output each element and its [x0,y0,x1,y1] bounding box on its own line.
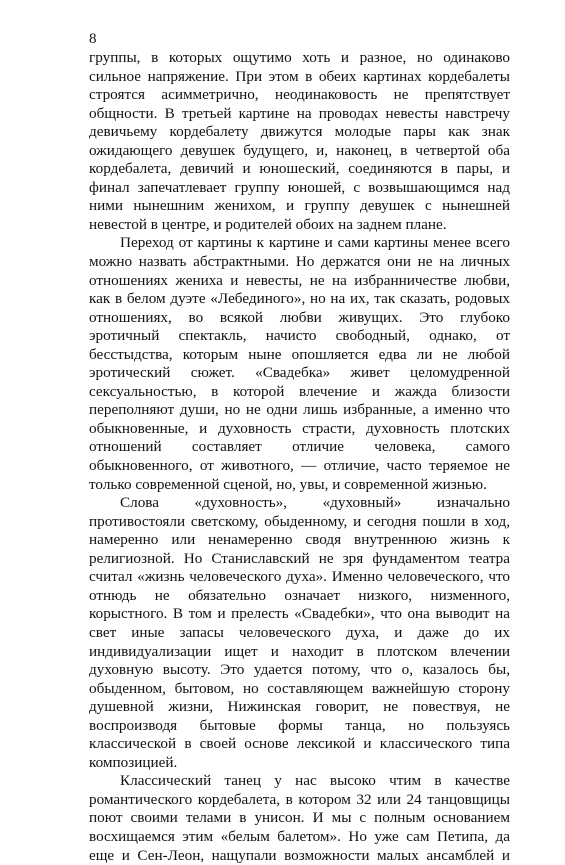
text-line: можно назвать абстрактными. Но держатся они не на личных [89,253,510,271]
text-line: религиозной. Но Станиславский не зря фундаментом театра [89,549,510,567]
text-line: сексуальностью, в которой влечение и жажда близости [89,382,510,400]
body-text [89,49,510,865]
text-line: отношениях, во всякой любви живущих. Это глубоко [89,308,510,326]
text-line: ожидающего девушек будущего, и, наконец, в четвертой оба [89,141,510,159]
text-line: композицией. [89,753,178,771]
text-line: обыкновенные, и духовность страсти, духовность плотских [89,419,510,437]
text-line: финал запечатлевает группу юношей, с возвышающимся над [89,178,510,196]
text-line: Переход от картины к картине и сами картины менее всего [120,234,510,252]
text-line: группы, в которых ощутимо хоть и разное, но одинаково [89,49,510,66]
text-line: отношениях жениха и невесты, не на избранничестве любви, [89,271,510,289]
text-line: индивидуализации ищет и находит в плотском влечении [89,642,510,660]
paragraph [89,49,510,234]
text-line: переполняют души, но не одни лишь избранные, а именно что [89,401,510,419]
paragraph [89,494,510,772]
text-line: Классический танец у нас высоко чтим в качестве [120,772,510,790]
text-line: эротический сюжет. «Свадебка» живет целомудренной [89,364,510,382]
text-line: общности. В третьей картине на проводах невесты навстречу [89,104,510,122]
text-line: душевной жизни, Нижинская говорит, не повествуя, не [89,698,510,716]
text-line: бесстыдства, которым ныне опошляется едва ли не любой [89,345,510,363]
text-line: только современной сценой, но, увы, и современной жизнью. [89,475,487,493]
text-line: отнюдь не обязательно означает низкого, низменного, [89,586,510,604]
text-line: ними нынешним женихом, и группу девушек с нынешней [89,197,510,215]
paragraph [89,234,510,494]
text-line: свет иные запасы человеческого духа, и даже до их [89,623,510,641]
paragraph [89,772,510,865]
text-line: воспроизводя бытовые формы танца, но пользуясь [89,716,510,734]
text-line: обыденном, бытовом, но составляющем важнейшую сторону [89,679,510,697]
text-line: обыкновенного, от животного, — отличие, часто теряемое не [89,457,510,475]
text-line: намеренно или ненамеренно сводя внутреннюю жизнь к [89,531,510,549]
text-line: духовную высоту. Это удается потому, что о, казалось бы, [89,661,510,679]
text-line: отношений составляет отличие человека, самого [89,438,510,456]
text-line: кордебалета, девичий и юношеский, соединяются в пары, и [89,160,510,178]
page-number: 8 [89,31,97,47]
text-line: романтического кордебалета, в котором 32 или 24 танцовщицы [89,790,510,808]
text-line: сильное напряжение. При этом в обеих картинах кордебалеты [89,67,510,85]
text-line: восхищаемся этим «белым балетом». Но уже сам Петипа, да [89,827,510,845]
text-line: классической в своей основе лексикой и классического типа [89,735,510,753]
text-line: невестой в центре, и родителей обоих на заднем плане. [89,215,447,233]
text-line: девичьему кордебалету движутся молодые пары как знак [89,123,510,141]
text-line: эротичный спектакль, начисто свободный, однако, от [89,327,510,345]
text-line: считал «жизнь человеческого духа». Именно человеческого, что [89,568,510,586]
text-line: противостояли светскому, обыденному, и сегодня пошли в ход, [89,512,510,530]
text-line: Слова «духовность», «духовный» изначально [120,494,510,512]
text-line: строятся асимметрично, неодинаковость не препятствует [89,86,510,104]
text-line: поют своими телами в унисон. И мы с полным основанием [89,809,510,827]
text-line: еще и Сен-Леон, нащупали возможности малых ансамблей и [89,846,510,864]
text-line: как в белом дуэте «Лебединого», но на их, так сказать, родовых [89,290,510,308]
text-line: корыстного. В том и прелесть «Свадебки», что она выводит на [89,605,510,623]
